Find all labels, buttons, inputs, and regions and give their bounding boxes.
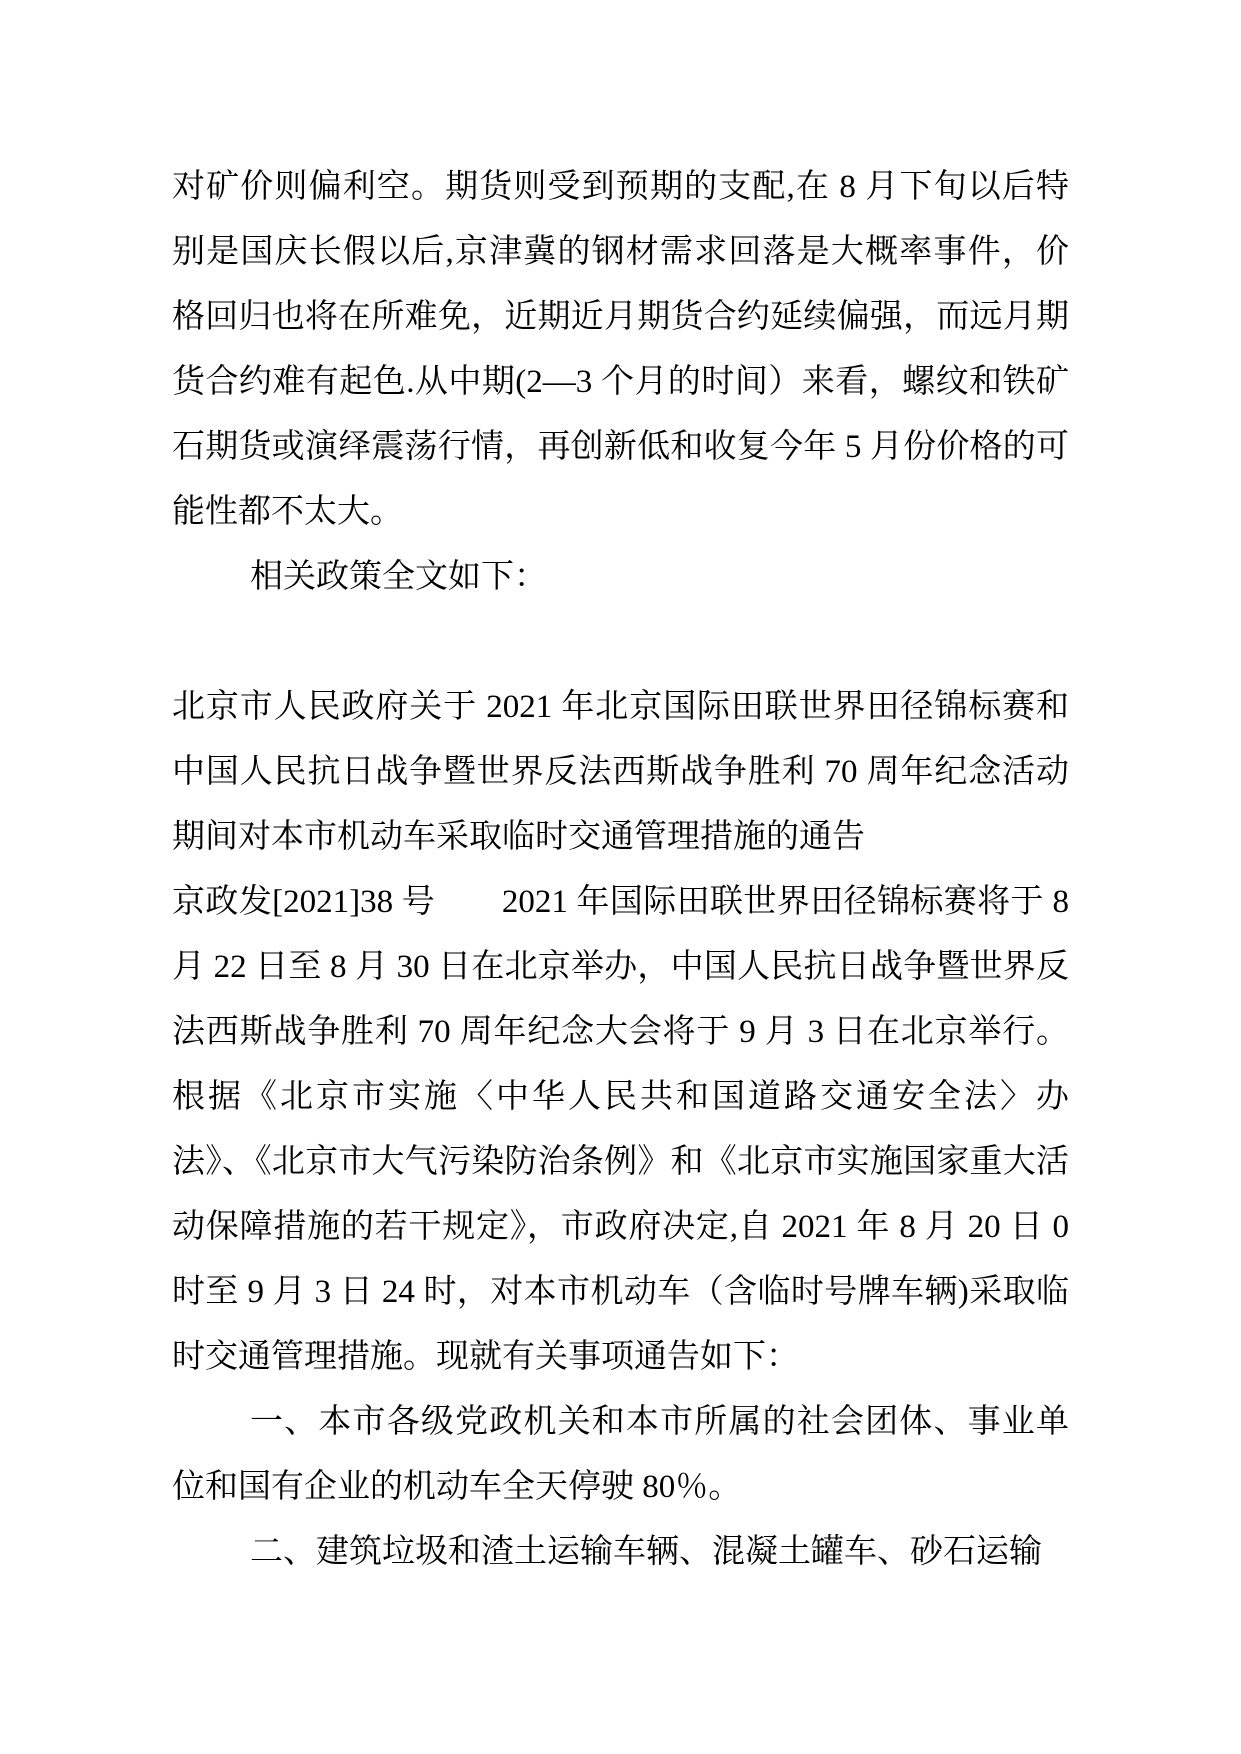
notice-body: 京政发[2021]38 号 2021 年国际田联世界田径锦标赛将于 8 月 22 日至 8 月 30 日在北京举办，中国人民抗日战争暨世界反法西斯战争胜利 70 周年纪念大会将于 9 月 3 日在北京举行。根据《北京市实施〈中华人民共和国道路交通安全法〉办法》、《北京市大气污染防治条例》和《北京市实施国家重大活动保障措施的若干规定》，市政府决定,自 2021 年 8 月 20 日 0 时至 9 月 3 日 24 时，对本市机动车（含临时号牌车辆)采取临时交通管理措施。现就有关事项通告如下：: [172, 884, 1069, 1375]
notice-item-2: 二、建筑垃圾和渣土运输车辆、混凝土罐车、砂石运输: [250, 1534, 1042, 1570]
paragraph-intro-continuation: 对矿价则偏利空。期货则受到预期的支配,在 8 月下旬以后特别是国庆长假以后,京津冀的钢材需求回落是大概率事件，价格回归也将在所难免，近期近月期货合约延续偏强，而远月期货合约难有起色.从中期(2—3 个月的时间）来看，螺纹和铁矿石期货或演绎震荡行情，再创新低和收复今年 5 月份价格的可能性都不太大。: [172, 169, 1069, 530]
notice-item-1: 一、本市各级党政机关和本市所属的社会团体、事业单位和国有企业的机动车全天停驶 80％。: [172, 1404, 1069, 1505]
notice-title: 北京市人民政府关于 2021 年北京国际田联世界田径锦标赛和中国人民抗日战争暨世界反法西斯战争胜利 70 周年纪念活动期间对本市机动车采取临时交通管理措施的通告: [172, 689, 1070, 855]
paragraph-policy-lead-in: 相关政策全文如下：: [250, 559, 547, 595]
document-text-block: [172, 155, 1069, 1585]
